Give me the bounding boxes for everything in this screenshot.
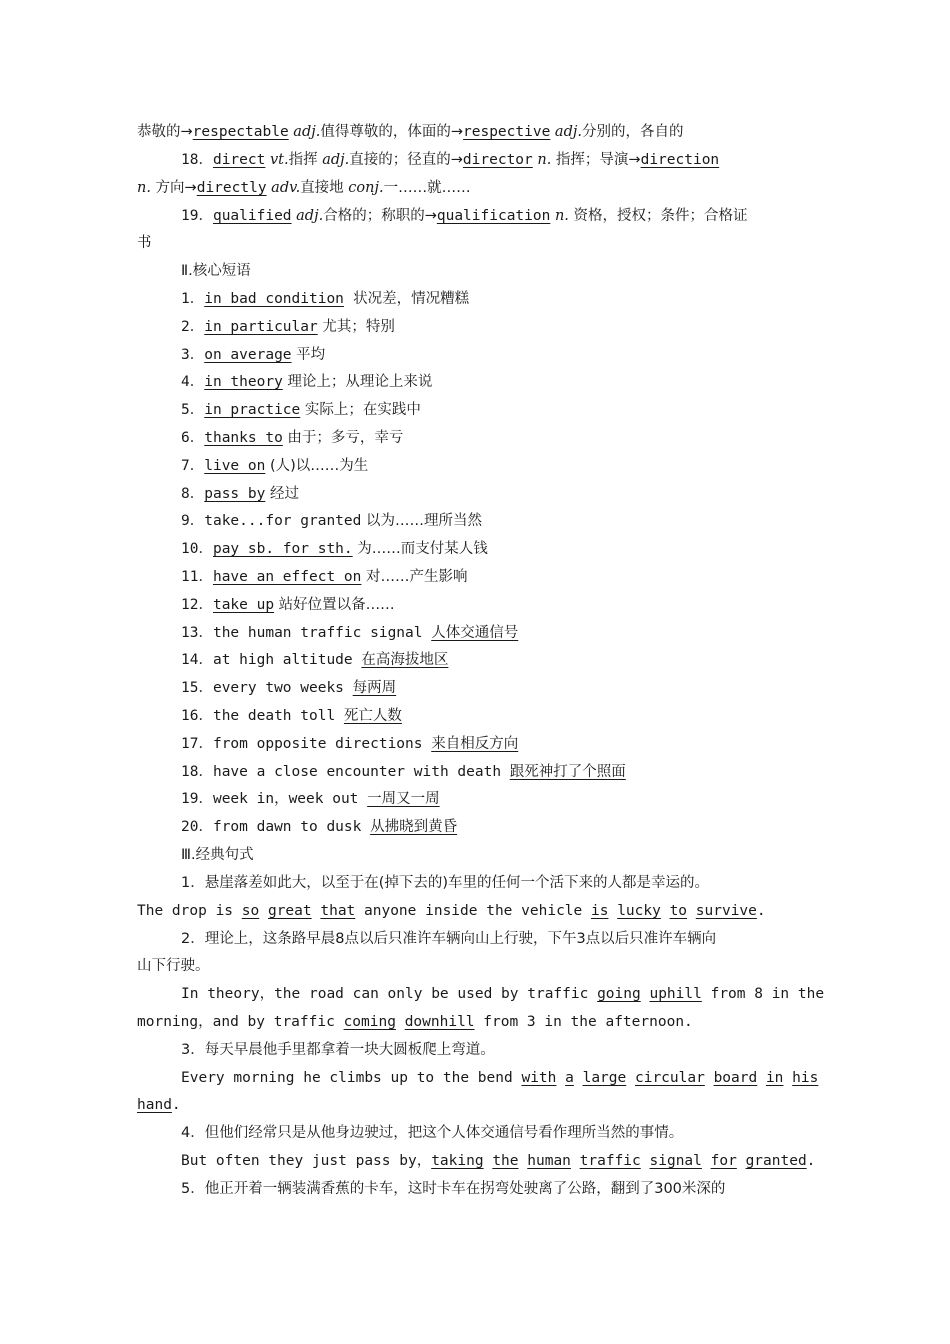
- phrase-number: 13．: [181, 625, 213, 641]
- sentence-english: But often they just pass by，taking the human traffic signal for granted.: [181, 1153, 816, 1169]
- phrase-number: 3．: [181, 347, 205, 363]
- answer-blank: respectable: [192, 124, 289, 140]
- vocab-line: n. 方向→directly adv.直接地 conj.一……就……: [137, 180, 471, 196]
- phrase-number: 20．: [181, 819, 213, 835]
- phrase-chinese: 在高海拔地区: [361, 652, 449, 668]
- phrase-item: [0, 397, 950, 424]
- phrase-chinese: 以为……理所当然: [361, 513, 482, 529]
- phrase-chinese: 来自相反方向: [431, 736, 519, 752]
- phrase-number: 8．: [181, 486, 205, 502]
- phrase-item: [0, 314, 950, 341]
- phrase-number: 9．: [181, 513, 205, 529]
- vocab-line: 书: [137, 235, 152, 251]
- sentence-chinese: 2．理论上，这条路早晨8点以后只准许车辆向山上行驶，下午3点以后只准许车辆向: [181, 931, 717, 947]
- phrase-english: in bad condition: [204, 291, 344, 307]
- answer-blank: director: [462, 152, 533, 168]
- phrase-item: [0, 814, 950, 841]
- phrase-chinese: 理论上；从理论上来说: [282, 374, 433, 390]
- phrase-chinese: 实际上；在实践中: [300, 402, 421, 418]
- phrase-chinese: 状况差，情况糟糕: [343, 291, 470, 307]
- phrase-chinese: 尤其；特别: [317, 319, 395, 335]
- sentence-english: hand.: [137, 1097, 181, 1113]
- sentence-chinese: 5．他正开着一辆装满香蕉的卡车，这时卡车在拐弯处驶离了公路，翻到了300米深的: [181, 1181, 726, 1197]
- phrase-item: [0, 286, 950, 313]
- phrase-item: [0, 592, 950, 619]
- sentence-chinese: 4．但他们经常只是从他身边驶过，把这个人体交通信号看作理所当然的事情。: [181, 1125, 684, 1141]
- phrase-english: have a close encounter with death: [212, 764, 510, 780]
- phrase-chinese: 对……产生影响: [361, 569, 468, 585]
- phrase-item: [0, 369, 950, 396]
- phrase-chinese: (人)以……为生: [265, 458, 369, 474]
- sentence-chinese: 1．悬崖落差如此大，以至于在(掉下去的)车里的任何一个活下来的人都是幸运的。: [181, 875, 710, 891]
- phrase-item: [0, 620, 950, 647]
- phrase-number: 5．: [181, 402, 205, 418]
- phrase-item: [0, 508, 950, 535]
- phrase-item: [0, 731, 950, 758]
- answer-blank: direction: [640, 152, 720, 168]
- phrase-chinese: 人体交通信号: [431, 625, 519, 641]
- phrase-item: [0, 536, 950, 563]
- phrase-english: live on: [204, 458, 266, 474]
- phrase-english: week in，week out: [212, 791, 368, 807]
- answer-blank: direct: [212, 152, 266, 168]
- phrase-item: [0, 647, 950, 674]
- phrase-english: in theory: [204, 374, 283, 390]
- phrase-number: 6．: [181, 430, 205, 446]
- answer-blank: qualified: [212, 208, 292, 224]
- answer-blank: directly: [196, 180, 267, 196]
- phrase-item: [0, 481, 950, 508]
- phrase-english: the death toll: [212, 708, 344, 724]
- phrase-english: pass by: [204, 486, 266, 502]
- phrase-item: [0, 703, 950, 730]
- sentence-english: In theory，the road can only be used by traffic going uphill from 8 in the: [181, 986, 825, 1002]
- phrase-chinese: 跟死神打了个照面: [509, 764, 626, 780]
- phrase-item: [0, 759, 950, 786]
- phrase-number: 10．: [181, 541, 213, 557]
- phrase-chinese: 由于；多亏，幸亏: [282, 430, 404, 446]
- vocab-item: 18．direct vt.指挥 adj.直接的；径直的→director n. 指挥；导演→direction: [181, 152, 720, 168]
- phrase-english: from opposite directions: [212, 736, 432, 752]
- section-heading-sentences: Ⅲ.经典句式: [181, 847, 254, 863]
- vocab-item: 19．qualified adj.合格的；称职的→qualification n. 资格，授权；条件；合格证: [181, 208, 748, 224]
- phrase-english: have an effect on: [212, 569, 362, 585]
- phrase-number: 16．: [181, 708, 213, 724]
- phrase-chinese: 经过: [265, 486, 299, 502]
- sentence-english: The drop is so great that anyone inside the vehicle is lucky to survive.: [137, 903, 766, 919]
- phrase-item: [0, 425, 950, 452]
- sentence-chinese: 山下行驶。: [137, 958, 210, 974]
- phrase-item: [0, 342, 950, 369]
- phrase-english: thanks to: [204, 430, 283, 446]
- phrase-english: at high altitude: [212, 652, 362, 668]
- phrase-number: 14．: [181, 652, 213, 668]
- phrase-chinese: 一周又一周: [367, 791, 440, 807]
- phrase-chinese: 每两周: [352, 680, 397, 696]
- phrase-number: 4．: [181, 374, 205, 390]
- sentence-chinese: 3．每天早晨他手里都拿着一块大圆板爬上弯道。: [181, 1042, 495, 1058]
- phrase-item: [0, 675, 950, 702]
- phrase-number: 2．: [181, 319, 205, 335]
- sentence-english: Every morning he climbs up to the bend with a large circular board in his: [181, 1070, 819, 1086]
- phrase-english: take...for granted: [204, 513, 362, 529]
- phrase-number: 7．: [181, 458, 205, 474]
- phrase-chinese: 死亡人数: [343, 708, 402, 724]
- phrase-number: 12．: [181, 597, 213, 613]
- phrase-chinese: 站好位置以备……: [274, 597, 395, 613]
- phrase-number: 17．: [181, 736, 213, 752]
- phrase-english: the human traffic signal: [212, 625, 432, 641]
- phrase-chinese: 平均: [291, 347, 326, 363]
- phrase-english: in practice: [204, 402, 301, 418]
- phrase-number: 15．: [181, 680, 213, 696]
- vocab-line: 恭敬的→respectable adj.值得尊敬的，体面的→respective adj.分别的，各自的: [137, 124, 684, 140]
- section-heading-phrases: Ⅱ.核心短语: [181, 263, 251, 279]
- phrase-english: take up: [212, 597, 275, 613]
- phrase-item: [0, 453, 950, 480]
- phrase-item: [0, 786, 950, 813]
- phrase-item: [0, 564, 950, 591]
- phrase-english: in particular: [204, 319, 318, 335]
- phrase-number: 1．: [181, 291, 205, 307]
- phrase-chinese: 为……而支付某人钱: [352, 541, 488, 557]
- phrase-chinese: 从拂晓到黄昏: [370, 819, 458, 835]
- answer-blank: qualification: [436, 208, 551, 224]
- phrase-number: 11．: [181, 569, 213, 585]
- answer-blank: respective: [463, 124, 551, 140]
- phrase-english: on average: [204, 347, 292, 363]
- phrase-number: 18．: [181, 764, 213, 780]
- phrase-english: every two weeks: [212, 680, 353, 696]
- phrase-number: 19．: [181, 791, 213, 807]
- phrase-english: from dawn to dusk: [212, 819, 371, 835]
- phrase-english: pay sb. for sth.: [212, 541, 353, 557]
- sentence-english: morning，and by traffic coming downhill from 3 in the afternoon.: [137, 1014, 693, 1030]
